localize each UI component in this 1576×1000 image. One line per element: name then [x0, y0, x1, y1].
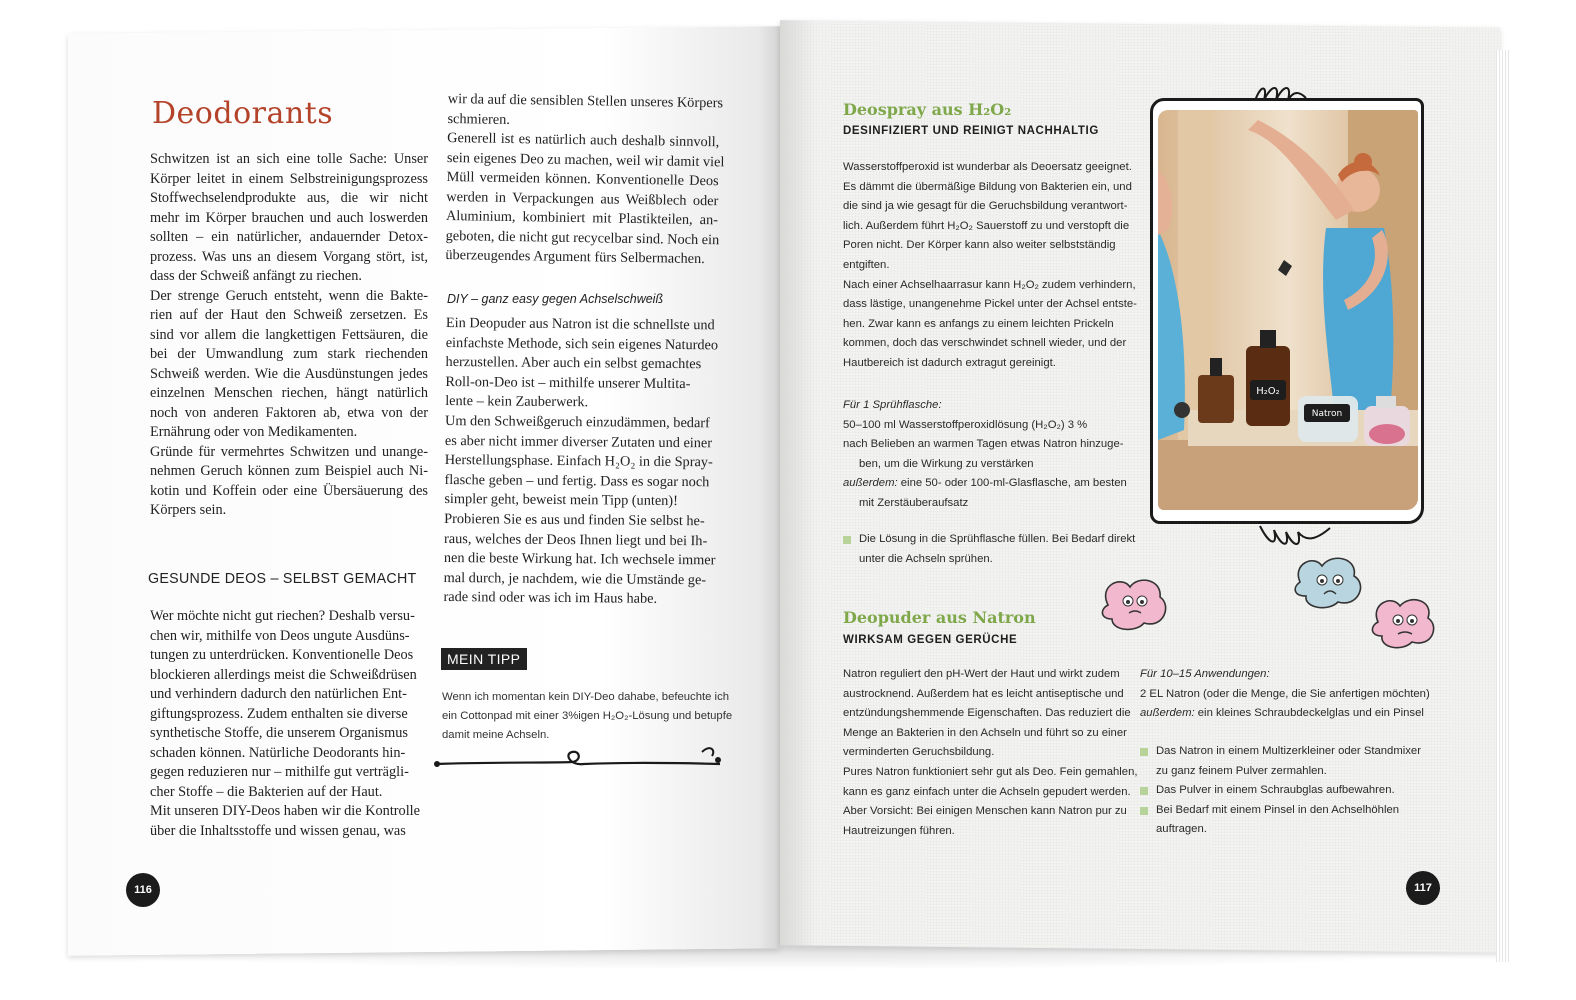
text-line: mehr im Körper brauchen und auch loswerden: [150, 209, 428, 226]
text-line: flasche geben – und fertig. Dass es sogar noch: [444, 471, 710, 491]
text-line: Natron reguliert den pH-Wert der Haut und wirkt zudem: [843, 668, 1120, 680]
text-line: Pures Natron funktioniert sehr gut als Deo. Fein gemahlen,: [843, 765, 1138, 778]
powder-step: Das Pulver in einem Schraubglas aufbewahren.: [1140, 781, 1421, 801]
text-line: raus, welches der Deos Ihnen liegt und bei Ih-: [443, 530, 708, 549]
text-line: Schweiß werden. Wie die Ausdünstungen jedes: [150, 365, 428, 382]
text-line: sind vor allem die langkettigen Fettsäuren, die: [150, 326, 428, 343]
text-line: blockieren allerdings meist die Schweißdrüsen: [150, 666, 417, 683]
text-line: synthetische Stoffe, die unserem Organismus: [150, 725, 408, 741]
text-line: Aluminium, kombiniert mit Plastikteilen, an-: [445, 207, 719, 229]
text-line: Es dämmt die übermäßige Bildung von Bakterien ein, und: [843, 180, 1132, 193]
powder-ingredient-1: 2 EL Natron (oder die Menge, die Sie anfertigen möchten): [1140, 687, 1430, 700]
text-line: Herstellungsphase. Einfach H₂O₂ in die Spray-: [444, 452, 713, 471]
spray-ingredients: [843, 396, 1127, 514]
text-line: nehmen Geruch können zum Beispiel auch Ni-: [150, 463, 428, 479]
text-line: überzeugendes Argument fürs Selbermachen.: [445, 246, 705, 268]
text-line: Nach einer Achselhaarrasur kann H₂O₂ zudem verhindern,: [843, 278, 1136, 291]
text-line: Körpers sein.: [150, 502, 227, 518]
text-line: entgiften.: [843, 258, 890, 271]
page-edges: [1496, 50, 1510, 962]
text-line: cher Stoffe – die Bakterien auf der Haut.: [150, 783, 383, 800]
diy-text: [443, 314, 718, 610]
text-line: ein Cottonpad mit einer 3%igen H₂O₂-Lösung und betupfe: [442, 710, 733, 722]
spray-ingredient-2a: nach Belieben an warmen Tagen etwas Natron hinzuge-: [843, 438, 1124, 451]
text-line: damit meine Achseln.: [442, 729, 550, 741]
text-line: bei der Umwandlung zum stark riechenden: [150, 346, 428, 362]
spray-step: [843, 530, 1135, 569]
text-line: gegen reduzieren nur – mithilfe gut verträgli-: [150, 764, 409, 780]
tip-divider-flourish: [432, 738, 724, 774]
text-line: rade sind oder was ich im Haus habe.: [443, 589, 658, 608]
spray-ingredient-2b: ben, um die Wirkung zu verstärken: [859, 457, 1034, 470]
text-line: Mit unseren DIY-Deos haben wir die Kontrolle: [150, 803, 420, 819]
text-line: wir da auf die sensiblen Stellen unseres Körpers: [447, 90, 724, 112]
powder-text: [843, 665, 1138, 841]
text-line: Müll vermeiden können. Konventionelle Deos: [446, 168, 719, 190]
photo-label-h2o2: H₂O₂: [1256, 386, 1280, 397]
spray-text: [843, 158, 1137, 374]
diy-heading: DIY – ganz easy gegen Achselschweiß: [447, 292, 664, 306]
text-line: kotin und Koffein oder eine Übersäuerung des: [150, 482, 428, 499]
tip-text: [442, 688, 733, 745]
page-number-right: 117: [1406, 871, 1440, 905]
text-line: prozess. Was uns an diesem Vorgang stört, ist,: [150, 248, 428, 265]
blue-bacteria-illustration: [1292, 552, 1370, 612]
text-line: Stoffwechselendprodukte aus, die wir nicht: [150, 190, 428, 206]
text-line: Aber Vorsicht: Bei einigen Menschen kann Natron pur zu: [843, 805, 1127, 818]
text-line: Probieren Sie es aus und finden Sie selbst he-: [444, 510, 705, 530]
text-line: einfachste Methode, sich sein eigenes Naturdeo: [445, 334, 719, 353]
text-line: sollten – ein natürlicher, andauernder Detox-: [150, 229, 428, 245]
woman-deodorant-photo: [1158, 110, 1418, 510]
text-line: tungen zu unterdrücken. Konventionelle Deos: [150, 647, 414, 663]
spray-extra-a: eine 50- oder 100-ml-Glasflasche, am besten: [897, 477, 1127, 490]
powder-step: Bei Bedarf mit einem Pinsel in den Achselhöhlen: [1140, 801, 1421, 821]
text-line: es aber nicht immer diverser Zutaten und einer: [444, 432, 713, 451]
text-line: werden in Verpackungen aus Weißblech oder: [446, 188, 719, 209]
text-line: Wasserstoffperoxid ist wunderbar als Deoersatz geeignet.: [843, 161, 1132, 173]
text-line: Generell ist es natürlich auch deshalb sinnvoll,: [447, 129, 720, 151]
text-line: und verhindern dadurch den natürlichen Ent-: [150, 686, 407, 702]
powder-step-continuation: zu ganz feinem Pulver zermahlen.: [1156, 764, 1327, 777]
text-line: Menge an Bakterien in den Achseln und führt so zu einer: [843, 726, 1127, 739]
text-line: Hautbereich ist dadurch extragut gereinigt.: [843, 356, 1056, 369]
text-line: Ein Deopuder aus Natron ist die schnellste und: [445, 314, 715, 334]
powder-subtitle: WIRKSAM GEGEN GERÜCHE: [843, 634, 1018, 646]
powder-ingredients: [1140, 665, 1430, 724]
text-line: Wer möchte nicht gut riechen? Deshalb versu-: [150, 608, 415, 624]
text-line: geboten, die nicht gut recycelbar sind. Noch ein: [445, 227, 720, 248]
intro-text: [150, 150, 428, 521]
text-line: rien auf der Haut den Schweiß zersetzen. Es: [150, 307, 428, 323]
text-line: hen. Zwar kann es anfangs zu einem leichten Prickeln: [843, 317, 1114, 330]
section-text: [150, 607, 422, 841]
text-line: sein eigenes Deo zu machen, weil wir damit viel: [446, 149, 725, 170]
text-line: Um den Schweißgeruch einzudämmen, bedarf: [444, 412, 710, 432]
text-line: Ernährung oder von Medikamenten.: [150, 424, 358, 440]
text-line: Der strenge Geruch entsteht, wenn die Bakte-: [150, 287, 428, 304]
text-line: über die Inhaltsstoffe und wissen genau, was: [150, 822, 406, 839]
text-line: chen wir, mithilfe von Deos ungute Ausdüns-: [150, 627, 410, 644]
spray-title: Deospray aus H₂O₂: [843, 100, 1012, 119]
text-line: Körper leitet in einem Selbstreinigungsprozess: [150, 170, 428, 187]
text-line: dass der Schweiß anfängt zu riechen.: [150, 268, 362, 284]
powder-for-label: Für 10–15 Anwendungen:: [1140, 668, 1270, 680]
text-line: lich. Außerdem führt H₂O₂ Sauerstoff zu und verstopft die: [843, 219, 1130, 232]
text-line: lente – kein Zauberwerk.: [445, 393, 589, 411]
powder-extra: ein kleines Schraubdeckelglas und ein Pinsel: [1194, 707, 1424, 720]
spray-extra-b: mit Zerstäuberaufsatz: [859, 496, 969, 509]
text-line: Roll-on-Deo ist – mithilfe unserer Multita-: [445, 373, 691, 392]
text-line: schmieren.: [447, 110, 510, 128]
page-title: Deodorants: [152, 96, 334, 131]
text-line: austrocknend. Außerdem hat es leicht antiseptische und: [843, 687, 1124, 700]
text-line: Gründe für vermehrtes Schwitzen und unange-: [150, 443, 428, 460]
pink-bacteria-illustration-2: [1368, 594, 1440, 652]
pink-bacteria-illustration: [1098, 575, 1172, 633]
middle-text: [445, 90, 725, 270]
powder-extra-label: außerdem:: [1140, 707, 1195, 720]
powder-title: Deopuder aus Natron: [843, 608, 1036, 627]
section-heading: GESUNDE DEOS – SELBST GEMACHT: [148, 570, 417, 587]
spray-subtitle: DESINFIZIERT UND REINIGT NACHHALTIG: [843, 125, 1099, 137]
text-line: giftungsprozess. Zudem enthalten sie diverse: [150, 705, 408, 722]
spray-for-label: Für 1 Sprühflasche:: [843, 399, 942, 411]
text-line: entzündungshemmende Eigenschaften. Das reduziert die: [843, 707, 1131, 720]
spray-step-b: unter die Achseln sprühen.: [859, 552, 993, 565]
text-line: Hautreizungen führen.: [843, 824, 955, 837]
text-line: kommen, doch das verschwindet schnell wieder, und der: [843, 337, 1127, 350]
text-line: Wenn ich momentan kein DIY-Deo dahabe, befeuchte ich: [442, 691, 729, 703]
spray-ingredient-1: 50–100 ml Wasserstoffperoxidlösung (H₂O₂) 3 %: [843, 418, 1088, 431]
text-line: herzustellen. Aber auch ein selbst gemachtes: [445, 354, 702, 373]
text-line: die sind ja wie gesagt für die Geruchsbildung verantwort-: [843, 200, 1128, 213]
powder-steps: [1140, 742, 1421, 840]
text-line: schaden können. Natürliche Deodorants hin-: [150, 744, 406, 761]
text-line: kann es ganz einfach unter die Achseln gepudert werden.: [843, 785, 1131, 798]
page-number-left: 116: [126, 873, 160, 907]
text-line: noch von anderen Faktoren ab, etwa von der: [150, 404, 428, 421]
spray-step-a: Die Lösung in die Sprühflasche füllen. Bei Bedarf direkt: [843, 530, 1135, 550]
photo-label-natron: Natron: [1311, 409, 1343, 419]
powder-step-continuation: auftragen.: [1156, 823, 1207, 836]
text-line: nen die beste Wirkung hat. Ich wechsele immer: [443, 550, 716, 569]
text-line: einzelnen Menschen riechen, hängt natürlich: [150, 385, 428, 401]
spray-extra-label: außerdem:: [843, 477, 898, 490]
text-line: Poren nicht. Der Körper kann also weiter selbstständig: [843, 239, 1116, 252]
text-line: Schwitzen ist an sich eine tolle Sache: Unser: [150, 151, 428, 167]
text-line: verminderten Geruchsbildung.: [843, 746, 995, 759]
text-line: simpler geht, beweist mein Tipp (unten)!: [444, 491, 678, 510]
text-line: mal durch, je nachdem, wie die Umstände ge-: [443, 569, 707, 588]
powder-step: Das Natron in einem Multizerkleiner oder Standmixer: [1140, 742, 1421, 762]
text-line: dass lästige, unangenehme Pickel unter der Achsel entste-: [843, 298, 1137, 311]
tip-badge: MEIN TIPP: [441, 648, 527, 670]
